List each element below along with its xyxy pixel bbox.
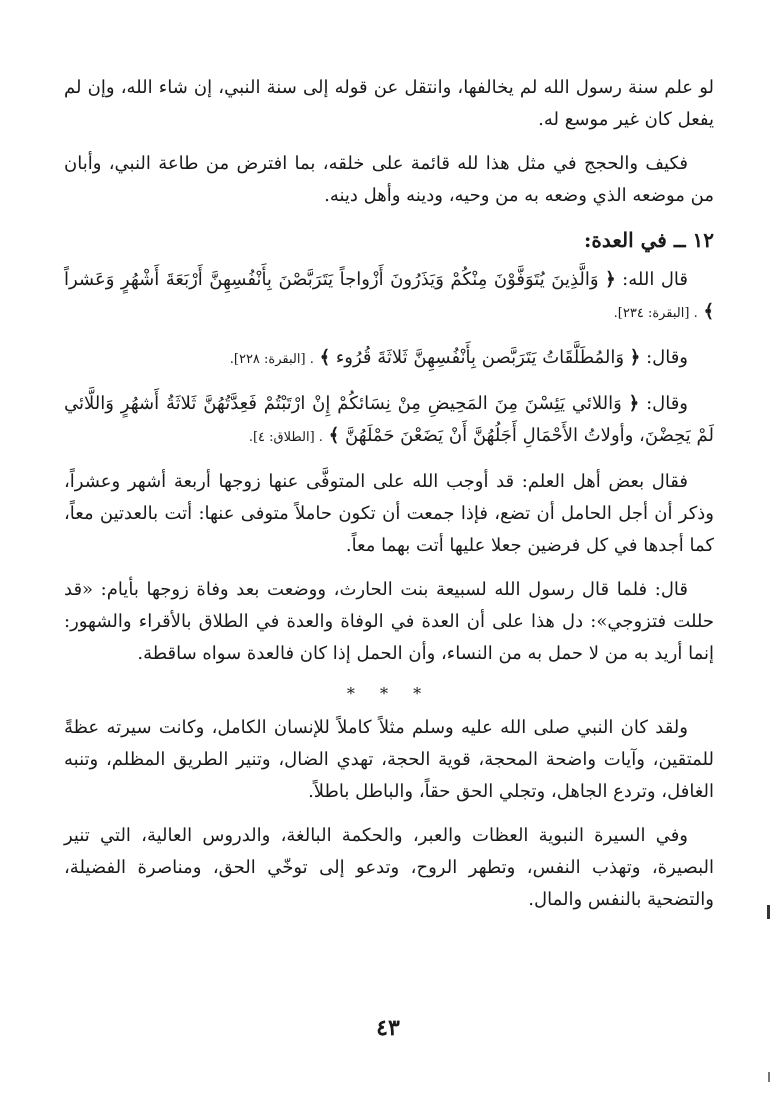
verse-paragraph-3 — [64, 388, 714, 454]
paragraph-4: قال: فلما قال رسول الله لسبيعة بنت الحارث، ووضعت بعد وفاة زوجها بأيام: «قد حللت فتزوجي»: دل هذا على أن العدة في الوفاة والعدة في الطلاق بالأقراء والشهور: إنما أريد به من لا حمل به من النساء، وأن الحمل إذا كان فالعدة سواه ساقطة. — [64, 579, 714, 664]
paragraph-3: فقال بعض أهل العلم: قد أوجب الله على المتوفَّى عنها زوجها أربعة أشهر وعشراً، وذكر أن أجل الحامل أن تضع، فإذا جمعت أن تكون حاملاً متوفى عنها: أتت بالعدتين معاً، كما أجدها في كل فرضين جعلا عليها أتت بهما معاً. — [64, 471, 714, 556]
verse-reference: . [البقرة: ٢٣٤]. — [613, 306, 698, 321]
verse-text: وَالمُطَلَّقَاتُ يَتَرَبَّصن بِأَنْفُسِهِنَّ ثَلاثَةَ قُرُوء — [335, 347, 625, 368]
verse-paragraph-2 — [64, 342, 714, 376]
paragraph-6: وفي السيرة النبوية العظات والعبر، والحكمة البالغة، والدروس العالية، التي تنير البصيرة، وتهذب النفس، وتطهر الروح، وتدعو إلى توخّي الحق، ومناصرة الفضيلة، والتضحية بالنفس والمال. — [64, 825, 714, 910]
verse-intro: وقال: — [646, 393, 688, 414]
verse-intro: وقال: — [646, 347, 688, 368]
verse-paragraph-1 — [64, 264, 714, 330]
verse-text: وَاللائي يَئِسْنَ مِنَ المَحِيضِ مِنْ نِسَائكُمْ إِنْ ارْتَبْتُمْ فَعِدَّتُهُنَّ ثَلاثَةُ أَشهُرٍ وَاللَّائي لَمْ يَحِضْنَ، وأولاتُ الأَحْمَالِ أَجَلُهُنَّ أَنْ يَضَعْنَ حَمْلَهُنَّ — [64, 393, 714, 446]
verse-reference: . [البقرة: ٢٢٨]. — [229, 352, 314, 367]
verse-intro: قال الله: — [622, 269, 688, 290]
verse-close-bracket: ﴾ — [319, 347, 331, 368]
paragraph-5: ولقد كان النبي صلى الله عليه وسلم مثلاً كاملاً للإنسان الكامل، وكانت سيرته عظةً للمتقين، وآيات واضحة المحجة، قوية الحجة، تهدي الضال، وتنير الطريق المظلم، وتنبه الغافل، وتردع الجاهل، وتجلي الحق حقاً، والباطل باطلاً. — [64, 717, 714, 802]
verse-open-bracket: ﴿ — [629, 347, 641, 368]
verse-open-bracket: ﴿ — [605, 269, 616, 290]
verse-open-bracket: ﴿ — [628, 393, 640, 414]
verse-reference: . [الطلاق: ٤]. — [248, 430, 323, 445]
section-separator: * * * — [346, 684, 432, 703]
scan-edge-mark — [768, 1072, 770, 1082]
page-body — [64, 72, 714, 928]
page-number: ٤٣ — [376, 1015, 400, 1041]
verse-close-bracket: ﴾ — [328, 425, 340, 446]
verse-close-bracket: ﴾ — [703, 301, 714, 322]
paragraph-1: لو علم سنة رسول الله لم يخالفها، وانتقل عن قوله إلى سنة النبي، إن شاء الله، وإن لم يفعل كان غير موسع له. — [64, 77, 714, 130]
section-heading: ١٢ ــ في العدة: — [584, 228, 714, 252]
verse-text: وَالَّذِينَ يُتَوَفَّوْنَ مِنْكُمْ وَيَذَرُونَ أَزْواجاً يَتَرَبَّصْنَ بِأَنْفُسِهِنَّ أَرْبَعَةَ أَشْهُرٍ وَعَشراً — [64, 269, 599, 290]
paragraph-2: فكيف والحجج في مثل هذا لله قائمة على خلقه، بما افترض من طاعة النبي، وأبان من موضعه الذي وضعه به من وحيه، ودينه وأهل دينه. — [64, 153, 714, 206]
scan-edge-mark — [767, 905, 770, 919]
